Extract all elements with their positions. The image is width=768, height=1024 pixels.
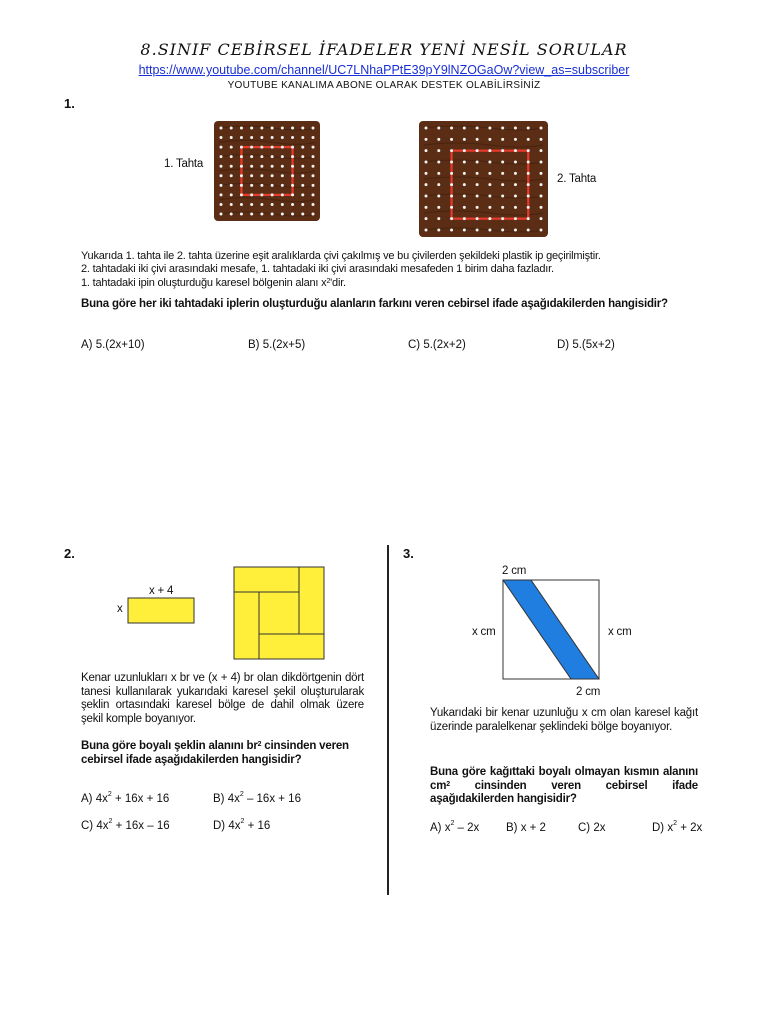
nail	[514, 229, 517, 232]
nail	[271, 127, 274, 130]
nail	[437, 138, 440, 141]
nail	[312, 136, 315, 139]
nail	[540, 161, 543, 164]
nail	[301, 146, 304, 149]
nail	[514, 149, 517, 152]
nail	[425, 195, 428, 198]
nail	[476, 229, 479, 232]
nail	[240, 203, 243, 206]
nail	[437, 229, 440, 232]
nail	[501, 172, 504, 175]
nail	[220, 193, 223, 196]
nail	[301, 203, 304, 206]
nail	[281, 203, 284, 206]
nail	[514, 138, 517, 141]
nail	[527, 229, 530, 232]
nail	[514, 195, 517, 198]
q1-line-3: 1. tahtadaki ipin oluşturduğu karesel bölgenin alanı $x^2'dir$.	[81, 277, 346, 289]
nail	[437, 149, 440, 152]
nail	[291, 184, 294, 187]
q3-option-a[interactable]: A) $x^2 - 2x$	[430, 820, 480, 834]
nail	[312, 193, 315, 196]
nail	[540, 127, 543, 130]
nail	[291, 136, 294, 139]
nail	[476, 172, 479, 175]
nail	[540, 172, 543, 175]
nail	[250, 165, 253, 168]
nail	[476, 183, 479, 186]
nail	[220, 213, 223, 216]
subscribe-note: YOUTUBE KANALIMA ABONE OLARAK DESTEK OLABİLİRSİNİZ	[227, 80, 541, 91]
nail	[220, 155, 223, 158]
nail	[450, 172, 453, 175]
nail	[488, 172, 491, 175]
nail	[437, 206, 440, 209]
q2-square-figure	[231, 564, 327, 662]
nail	[476, 206, 479, 209]
nail	[260, 184, 263, 187]
nail	[450, 161, 453, 164]
nail	[291, 174, 294, 177]
nail	[291, 165, 294, 168]
board-2-label: 2. Tahta	[557, 173, 597, 185]
nail	[281, 193, 284, 196]
nail	[488, 183, 491, 186]
q3-label-left: x cm	[472, 626, 496, 638]
nail	[463, 217, 466, 220]
nail	[540, 183, 543, 186]
nail	[437, 172, 440, 175]
board-1-label: 1. Tahta	[164, 158, 204, 170]
q2-option-b[interactable]: B) $4x^2 - 16x + 16$	[213, 791, 301, 805]
nail	[425, 172, 428, 175]
q2-option-a[interactable]: A) $4x^2 + 16x + 16$	[81, 791, 170, 805]
q2-option-d[interactable]: D) $4x^2 + 16$	[213, 818, 271, 832]
nail	[463, 195, 466, 198]
nail	[425, 206, 428, 209]
page-title: 8.SINIF CEBİRSEL İFADELER YENİ NESİL SORULAR	[140, 40, 628, 59]
nail	[312, 174, 315, 177]
nail	[230, 174, 233, 177]
nail	[312, 127, 315, 130]
nail	[271, 146, 274, 149]
nail	[250, 213, 253, 216]
nail	[488, 138, 491, 141]
nail	[437, 127, 440, 130]
q2-option-c[interactable]: C) $4x^2 + 16x - 16$	[81, 818, 170, 832]
nail	[450, 138, 453, 141]
nail	[514, 217, 517, 220]
q1-option-d[interactable]: D) 5.(5x+2)	[557, 339, 615, 351]
nail	[527, 206, 530, 209]
nail	[501, 149, 504, 152]
nail	[425, 138, 428, 141]
q2-question: Buna göre boyalı şeklin alanını $br^2$ cinsinden veren cebirsel ifade aşağıdakilerden hangisidir?	[81, 740, 349, 766]
nail	[250, 203, 253, 206]
nail	[501, 161, 504, 164]
nail	[476, 161, 479, 164]
nail	[301, 184, 304, 187]
nail	[527, 138, 530, 141]
q1-number: 1.	[64, 96, 75, 111]
q3-text: Yukarıdaki bir kenar uzunluğu x cm olan karesel kağıt üzerinde paralelkenar şeklindeki bölge boyanıyor.	[430, 707, 698, 733]
nail	[271, 174, 274, 177]
nail	[488, 195, 491, 198]
nail	[260, 193, 263, 196]
nail	[250, 127, 253, 130]
nail	[271, 155, 274, 158]
nail	[514, 183, 517, 186]
q3-label-right: x cm	[608, 626, 632, 638]
nail	[301, 213, 304, 216]
youtube-link[interactable]: https://www.youtube.com/channel/UC7LNhaPPtE39pY9lNZOGaOw?view_as=subscriber	[138, 63, 630, 77]
nail	[476, 138, 479, 141]
q3-option-d[interactable]: D) $x^2 + 2x$	[652, 820, 703, 834]
nail	[301, 155, 304, 158]
board-1-figure	[213, 120, 321, 222]
nail	[463, 206, 466, 209]
nail	[463, 138, 466, 141]
nail	[230, 146, 233, 149]
q2-text: Kenar uzunlukları x br ve (x + 4) br olan dikdörtgenin dört tanesi kullanılarak yukarıdaki karesel şekil oluşturularak şeklin ortasındaki karesel bölge de dahil olmak üzere şekil komple boyanıyor.	[81, 672, 364, 725]
nail	[291, 213, 294, 216]
nail	[527, 183, 530, 186]
nail	[463, 127, 466, 130]
q2-single-rectangle	[125, 596, 197, 626]
nail	[291, 155, 294, 158]
nail	[527, 149, 530, 152]
nail	[281, 136, 284, 139]
nail	[312, 165, 315, 168]
q3-option-b[interactable]: B) x + 2	[506, 822, 546, 834]
nail	[527, 172, 530, 175]
nail	[250, 155, 253, 158]
nail	[220, 174, 223, 177]
q1-option-b[interactable]: B) 5.(2x+5)	[248, 339, 306, 351]
nail	[281, 213, 284, 216]
nail	[501, 229, 504, 232]
nail	[301, 127, 304, 130]
wood-board	[214, 121, 320, 221]
nail	[437, 161, 440, 164]
nail	[488, 149, 491, 152]
nail	[230, 184, 233, 187]
yellow-rectangle	[128, 598, 194, 623]
nail	[260, 203, 263, 206]
q3-option-c[interactable]: C) 2x	[578, 822, 606, 834]
nail	[220, 146, 223, 149]
nail	[450, 149, 453, 152]
nail	[230, 193, 233, 196]
nail	[250, 174, 253, 177]
q3-question: Buna göre kağıttaki boyalı olmayan kısmın alanını $cm^2$ cinsinden veren cebirsel ifade aşağıdakilerden hangisidir?	[430, 766, 698, 805]
nail	[514, 206, 517, 209]
nail	[540, 138, 543, 141]
nail	[501, 217, 504, 220]
nail	[291, 127, 294, 130]
nail	[488, 127, 491, 130]
nail	[260, 136, 263, 139]
q2-label-top: x + 4	[149, 585, 174, 597]
nail	[240, 184, 243, 187]
nail	[291, 193, 294, 196]
nail	[437, 183, 440, 186]
nail	[501, 183, 504, 186]
nail	[514, 127, 517, 130]
nail	[312, 155, 315, 158]
nail	[281, 174, 284, 177]
column-divider	[387, 545, 389, 895]
outer-square	[234, 567, 324, 659]
nail	[220, 203, 223, 206]
nail	[463, 229, 466, 232]
q2-number: 2.	[64, 546, 75, 561]
nail	[291, 146, 294, 149]
nail	[312, 203, 315, 206]
nail	[281, 146, 284, 149]
q1-option-c[interactable]: C) 5.(2x+2)	[408, 339, 466, 351]
nail	[463, 149, 466, 152]
nail	[260, 174, 263, 177]
nail	[463, 161, 466, 164]
nail	[250, 136, 253, 139]
nail	[540, 229, 543, 232]
nail	[240, 146, 243, 149]
nail	[501, 138, 504, 141]
nail	[527, 195, 530, 198]
nail	[501, 127, 504, 130]
nail	[312, 213, 315, 216]
q3-label-bottom: 2 cm	[576, 686, 601, 698]
nail	[501, 195, 504, 198]
nail	[488, 217, 491, 220]
nail	[240, 165, 243, 168]
nail	[240, 127, 243, 130]
nail	[260, 165, 263, 168]
nail	[301, 174, 304, 177]
nail	[540, 217, 543, 220]
nail	[220, 184, 223, 187]
nail	[450, 127, 453, 130]
nail	[271, 213, 274, 216]
nail	[230, 155, 233, 158]
nail	[260, 146, 263, 149]
nail	[488, 161, 491, 164]
nail	[291, 203, 294, 206]
nail	[281, 165, 284, 168]
nail	[476, 195, 479, 198]
nail	[425, 229, 428, 232]
nail	[281, 155, 284, 158]
nail	[240, 193, 243, 196]
nail	[260, 155, 263, 158]
q1-line-2: 2. tahtadaki iki çivi arasındaki mesafe, 1. tahtadaki iki çivi arasındaki mesafeden 1 birim daha fazladır.	[81, 263, 554, 275]
nail	[250, 146, 253, 149]
nail	[501, 206, 504, 209]
nail	[271, 203, 274, 206]
nail	[301, 136, 304, 139]
nail	[488, 229, 491, 232]
nail	[514, 172, 517, 175]
nail	[540, 149, 543, 152]
nail	[527, 127, 530, 130]
nail	[240, 136, 243, 139]
nail	[230, 136, 233, 139]
nail	[425, 149, 428, 152]
nail	[240, 213, 243, 216]
nail	[476, 149, 479, 152]
nail	[220, 127, 223, 130]
nail	[301, 193, 304, 196]
nail	[450, 183, 453, 186]
nail	[312, 184, 315, 187]
q3-number: 3.	[403, 546, 414, 561]
nail	[437, 195, 440, 198]
nail	[514, 161, 517, 164]
nail	[527, 217, 530, 220]
nail	[425, 217, 428, 220]
nail	[540, 206, 543, 209]
nail	[450, 195, 453, 198]
nail	[488, 206, 491, 209]
nail	[450, 217, 453, 220]
nail	[463, 183, 466, 186]
nail	[220, 136, 223, 139]
nail	[437, 217, 440, 220]
nail	[260, 213, 263, 216]
nail	[540, 195, 543, 198]
nail	[271, 184, 274, 187]
q3-label-top: 2 cm	[502, 565, 527, 577]
nail	[271, 165, 274, 168]
nail	[240, 155, 243, 158]
q1-option-a[interactable]: A) 5.(2x+10)	[81, 339, 145, 351]
nail	[425, 127, 428, 130]
nail	[463, 172, 466, 175]
nail	[230, 127, 233, 130]
nail	[230, 213, 233, 216]
nail	[260, 127, 263, 130]
nail	[450, 229, 453, 232]
nail	[281, 127, 284, 130]
q1-line-1: Yukarıda 1. tahta ile 2. tahta üzerine eşit aralıklarda çivi çakılmış ve bu çivilerden şekildeki plastik ip geçirilmiştir.	[81, 250, 601, 262]
nail	[271, 193, 274, 196]
nail	[476, 127, 479, 130]
nail	[240, 174, 243, 177]
nail	[527, 161, 530, 164]
nail	[450, 206, 453, 209]
nail	[250, 193, 253, 196]
nail	[230, 165, 233, 168]
nail	[220, 165, 223, 168]
q1-question: Buna göre her iki tahtadaki iplerin oluşturduğu alanların farkını veren cebirsel ifade aşağıdakilerden hangisidir?	[81, 298, 668, 310]
q2-label-side: x	[117, 603, 123, 615]
nail	[476, 217, 479, 220]
q3-square-figure	[501, 578, 603, 684]
nail	[425, 183, 428, 186]
nail	[250, 184, 253, 187]
nail	[425, 161, 428, 164]
nail	[281, 184, 284, 187]
nail	[230, 203, 233, 206]
nail	[271, 136, 274, 139]
nail	[301, 165, 304, 168]
nail	[312, 146, 315, 149]
board-2-figure	[418, 120, 549, 238]
